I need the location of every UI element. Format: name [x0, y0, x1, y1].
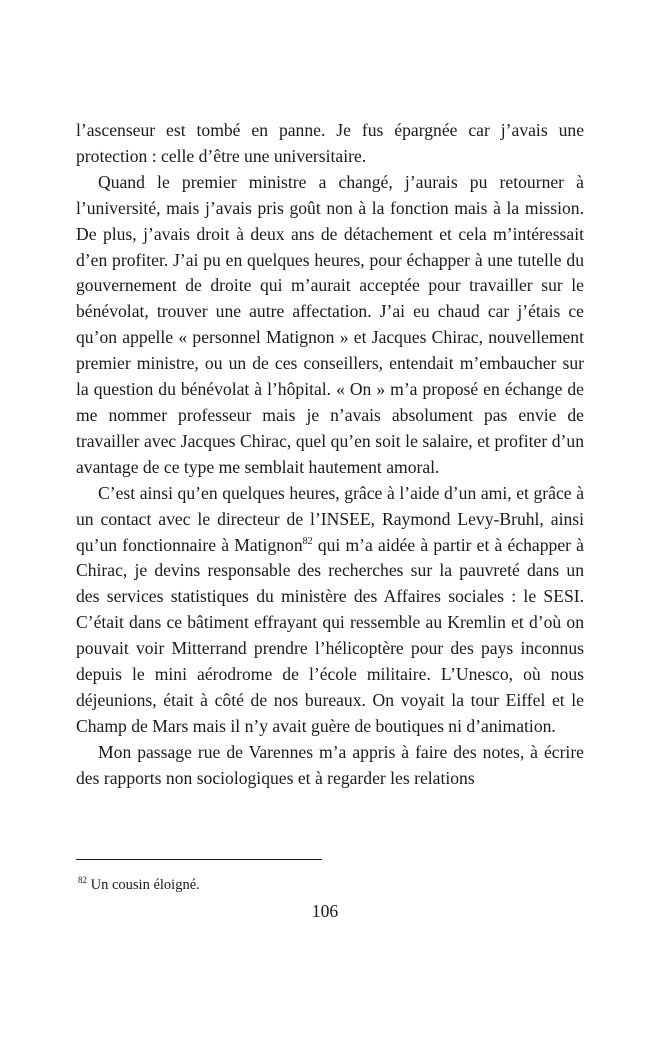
footnote-text: Un cousin éloigné. [87, 877, 200, 893]
paragraph-4: Mon passage rue de Varennes m’a appris à faire des notes, à écrire des rapports non sociologiques et à regarder les relations [76, 741, 584, 788]
paragraph-3-part-1: C’est ainsi qu’en quelques heures, grâce à l’aide d’un ami, et grâce à un contact avec le directeur de l’INSEE, Raymond Levy-Bruhl, ainsi qu’un fonctionnaire à Matignon [76, 482, 584, 555]
footnote-reference: 82 [302, 535, 313, 547]
footnote-divider [76, 859, 322, 860]
paragraph-1: l’ascenseur est tombé en panne. Je fus épargnée car j’avais une protection : celle d’être une universitaire. [76, 120, 584, 166]
paragraph-3 [76, 481, 584, 740]
page-number: 106 [311, 901, 339, 921]
paragraph-2: Quand le premier ministre a changé, j’aurais pu retourner à l’université, mais j’avais pris goût non à la fonction mais à la mission. De plus, j’avais droit à deux ans de détachement et cela m’intéressait d’en profiter. J’ai pu en quelques heures, pour échapper à une tutelle du gouvernement de droite qui m’aurait acceptée pour travailler sur le bénévolat, trouver une autre affectation. J’ai eu chaud car j’étais ce qu’on appelle « personnel Matignon » et Jacques Chirac, nouvellement premier ministre, ou un de ces conseillers, entendait m’embaucher sur la question du bénévolat à l’hôpital. « On » m’a proposé en échange de me nommer professeur mais je n’avais absolument pas envie de travailler avec Jacques Chirac, quel qu’en soit le salaire, et profiter d’un avantage de ce type me semblait hautement amoral. [76, 171, 584, 477]
footnote [78, 876, 200, 894]
footnote-number: 82 [78, 875, 87, 886]
body-text [76, 118, 584, 792]
paragraph-3-part-2: qui m’a aidée à partir et à échapper à Chirac, je devins responsable des recherches sur la pauvreté dans un des services statistiques du ministère des Affaires sociales : le SESI. C’était dans ce bâtiment effrayant qui ressemble au Kremlin et d’où on pouvait voir Mitterrand prendre l’hélicoptère pour des pays inconnus depuis le mini aérodrome de l’école militaire. L’Unesco, où nous déjeunions, était à côté de nos bureaux. On voyait la tour Eiffel et le Champ de Mars mais il n’y avait guère de boutiques ni d’animation. [76, 534, 584, 736]
